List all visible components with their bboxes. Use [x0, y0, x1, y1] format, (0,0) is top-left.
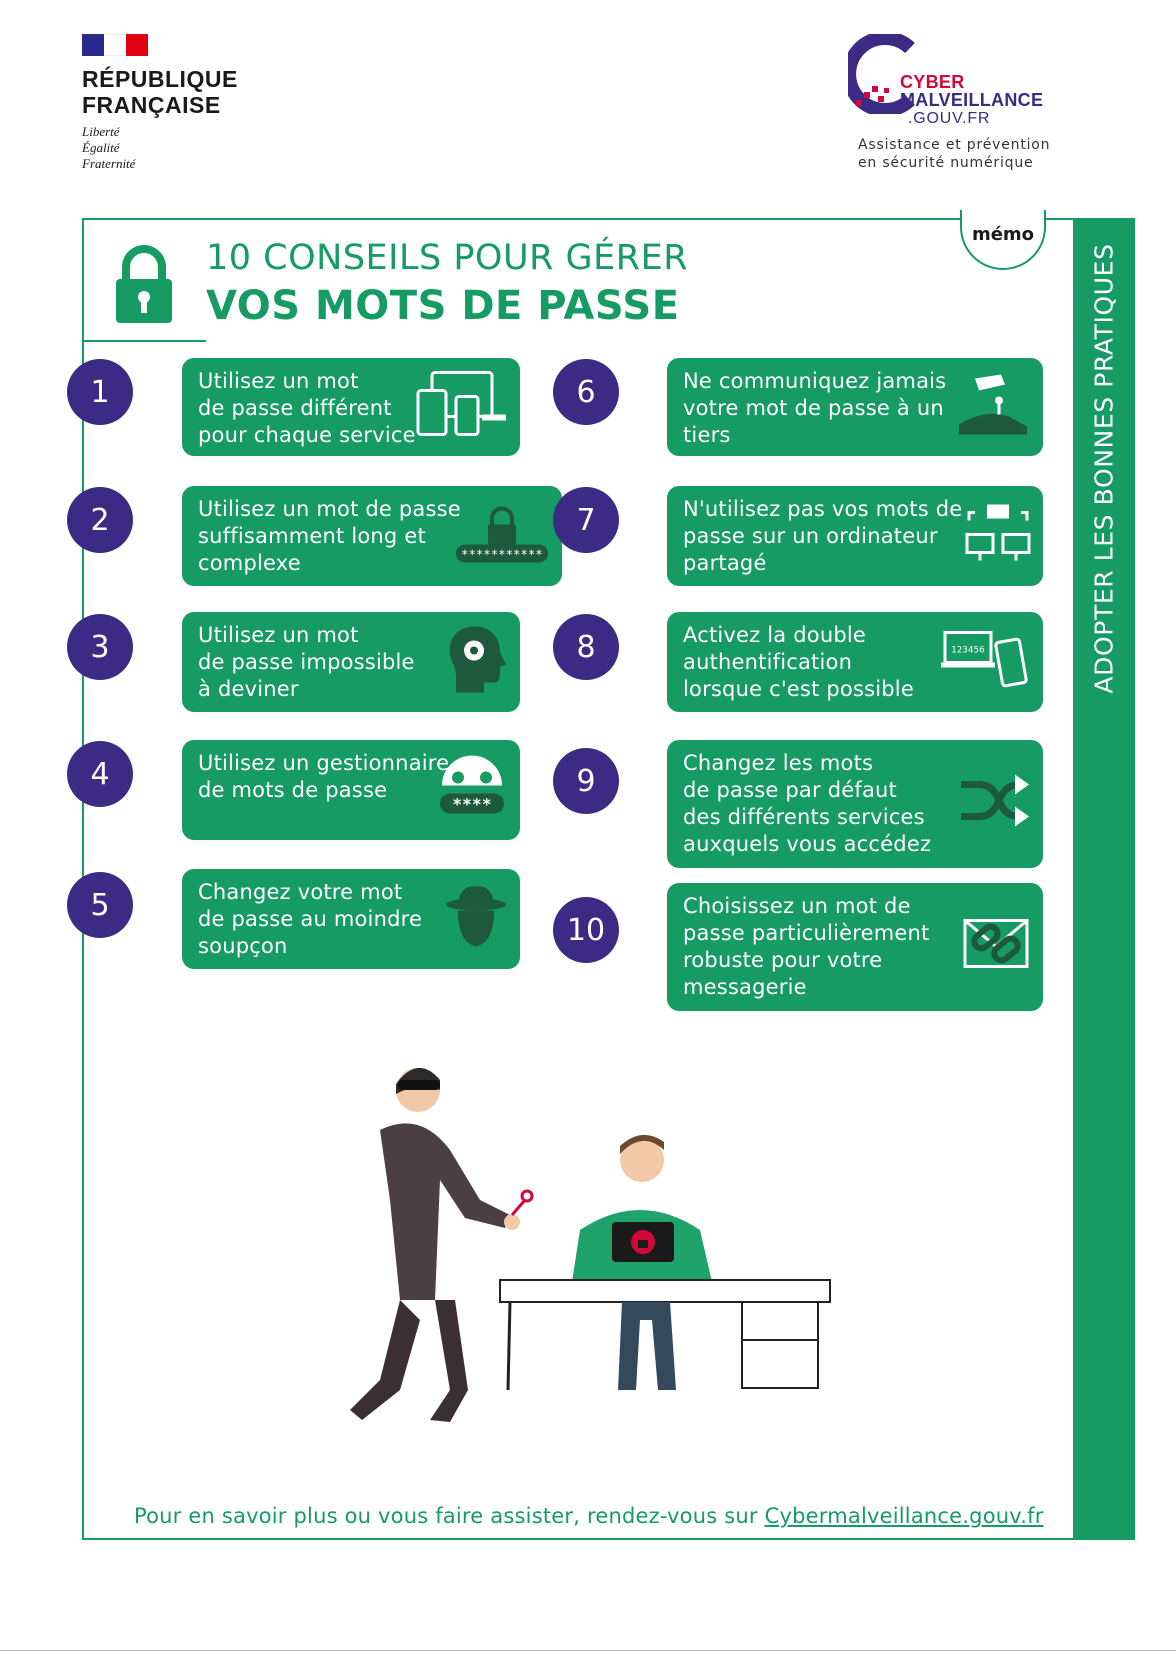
page-divider: [0, 1650, 1176, 1651]
cm-tagline: Assistance et prévention en sécurité numérique: [858, 137, 1051, 171]
svg-text:****: ****: [452, 794, 492, 814]
tip-card-4: [182, 740, 520, 840]
tip-card-2: [182, 486, 562, 586]
tip-number-4: 4: [67, 741, 133, 807]
tip-number-10: 10: [553, 897, 619, 963]
tip-text: Utilisez un mot de passe impossible à deviner: [198, 623, 415, 701]
memo-badge: mémo: [960, 210, 1046, 270]
tip-text: N'utilisez pas vos mots de passe sur un ordinateur partagé: [683, 497, 963, 575]
tip-number-3: 3: [67, 614, 133, 680]
tip-number-9: 9: [553, 748, 619, 814]
tip-text: Choisissez un mot de passe particulièrement robuste pour votre messagerie: [683, 894, 930, 999]
tip-card-3: [182, 612, 520, 712]
svg-text:***********: ***********: [461, 547, 543, 562]
tip-card-10: [667, 883, 1043, 1011]
rf-motto: Liberté Égalité Fraternité: [82, 124, 136, 171]
thief-illustration: [340, 1050, 880, 1480]
tip-number-6: 6: [553, 359, 619, 425]
tip-text: Changez votre mot de passe au moindre soupçon: [198, 880, 423, 958]
svg-text:123456: 123456: [951, 645, 985, 656]
cybermalveillance-logo: CYBER MALVEILLANCE .GOUV.FR Assistance et prévention en sécurité numérique: [848, 30, 1088, 180]
rf-name: RÉPUBLIQUE FRANÇAISE: [82, 66, 238, 118]
tip-card-8: [667, 612, 1043, 712]
tip-text: Changez les mots de passe par défaut des différents services auxquels vous accédez: [683, 751, 932, 856]
tip-text: Activez la double authentification lorsque c'est possible: [683, 623, 914, 701]
tip-text: Utilisez un mot de passe suffisamment long et complexe: [198, 497, 461, 575]
tip-card-5: [182, 869, 520, 969]
tip-card-9: [667, 740, 1043, 868]
tip-card-6: [667, 358, 1043, 456]
footer-link[interactable]: Cybermalveillance.gouv.fr: [764, 1504, 1044, 1528]
tip-card-7: [667, 486, 1043, 586]
tip-number-1: 1: [67, 359, 133, 425]
sidebar-label: ADOPTER LES BONNES PRATIQUES: [1089, 242, 1119, 694]
footer-text: Pour en savoir plus ou vous faire assister, rendez-vous sur Cybermalveillance.gouv.fr: [134, 1504, 1044, 1528]
title-line-1: 10 CONSEILS POUR GÉRER: [206, 238, 689, 278]
tip-number-5: 5: [67, 872, 133, 938]
title-rule: [84, 340, 206, 342]
padlock-icon: [114, 245, 174, 325]
marianne-flag-icon: [82, 34, 148, 56]
tip-text: Ne communiquez jamais votre mot de passe à un tiers: [683, 369, 947, 447]
tip-number-8: 8: [553, 614, 619, 680]
tip-card-1: [182, 358, 520, 456]
tip-text: Utilisez un mot de passe différent pour chaque service: [198, 369, 416, 447]
tip-number-7: 7: [553, 487, 619, 553]
tip-text: Utilisez un gestionnaire de mots de passe: [198, 751, 450, 802]
title-line-2: VOS MOTS DE PASSE: [206, 283, 680, 329]
tip-number-2: 2: [67, 487, 133, 553]
republique-francaise-logo: [82, 34, 238, 172]
